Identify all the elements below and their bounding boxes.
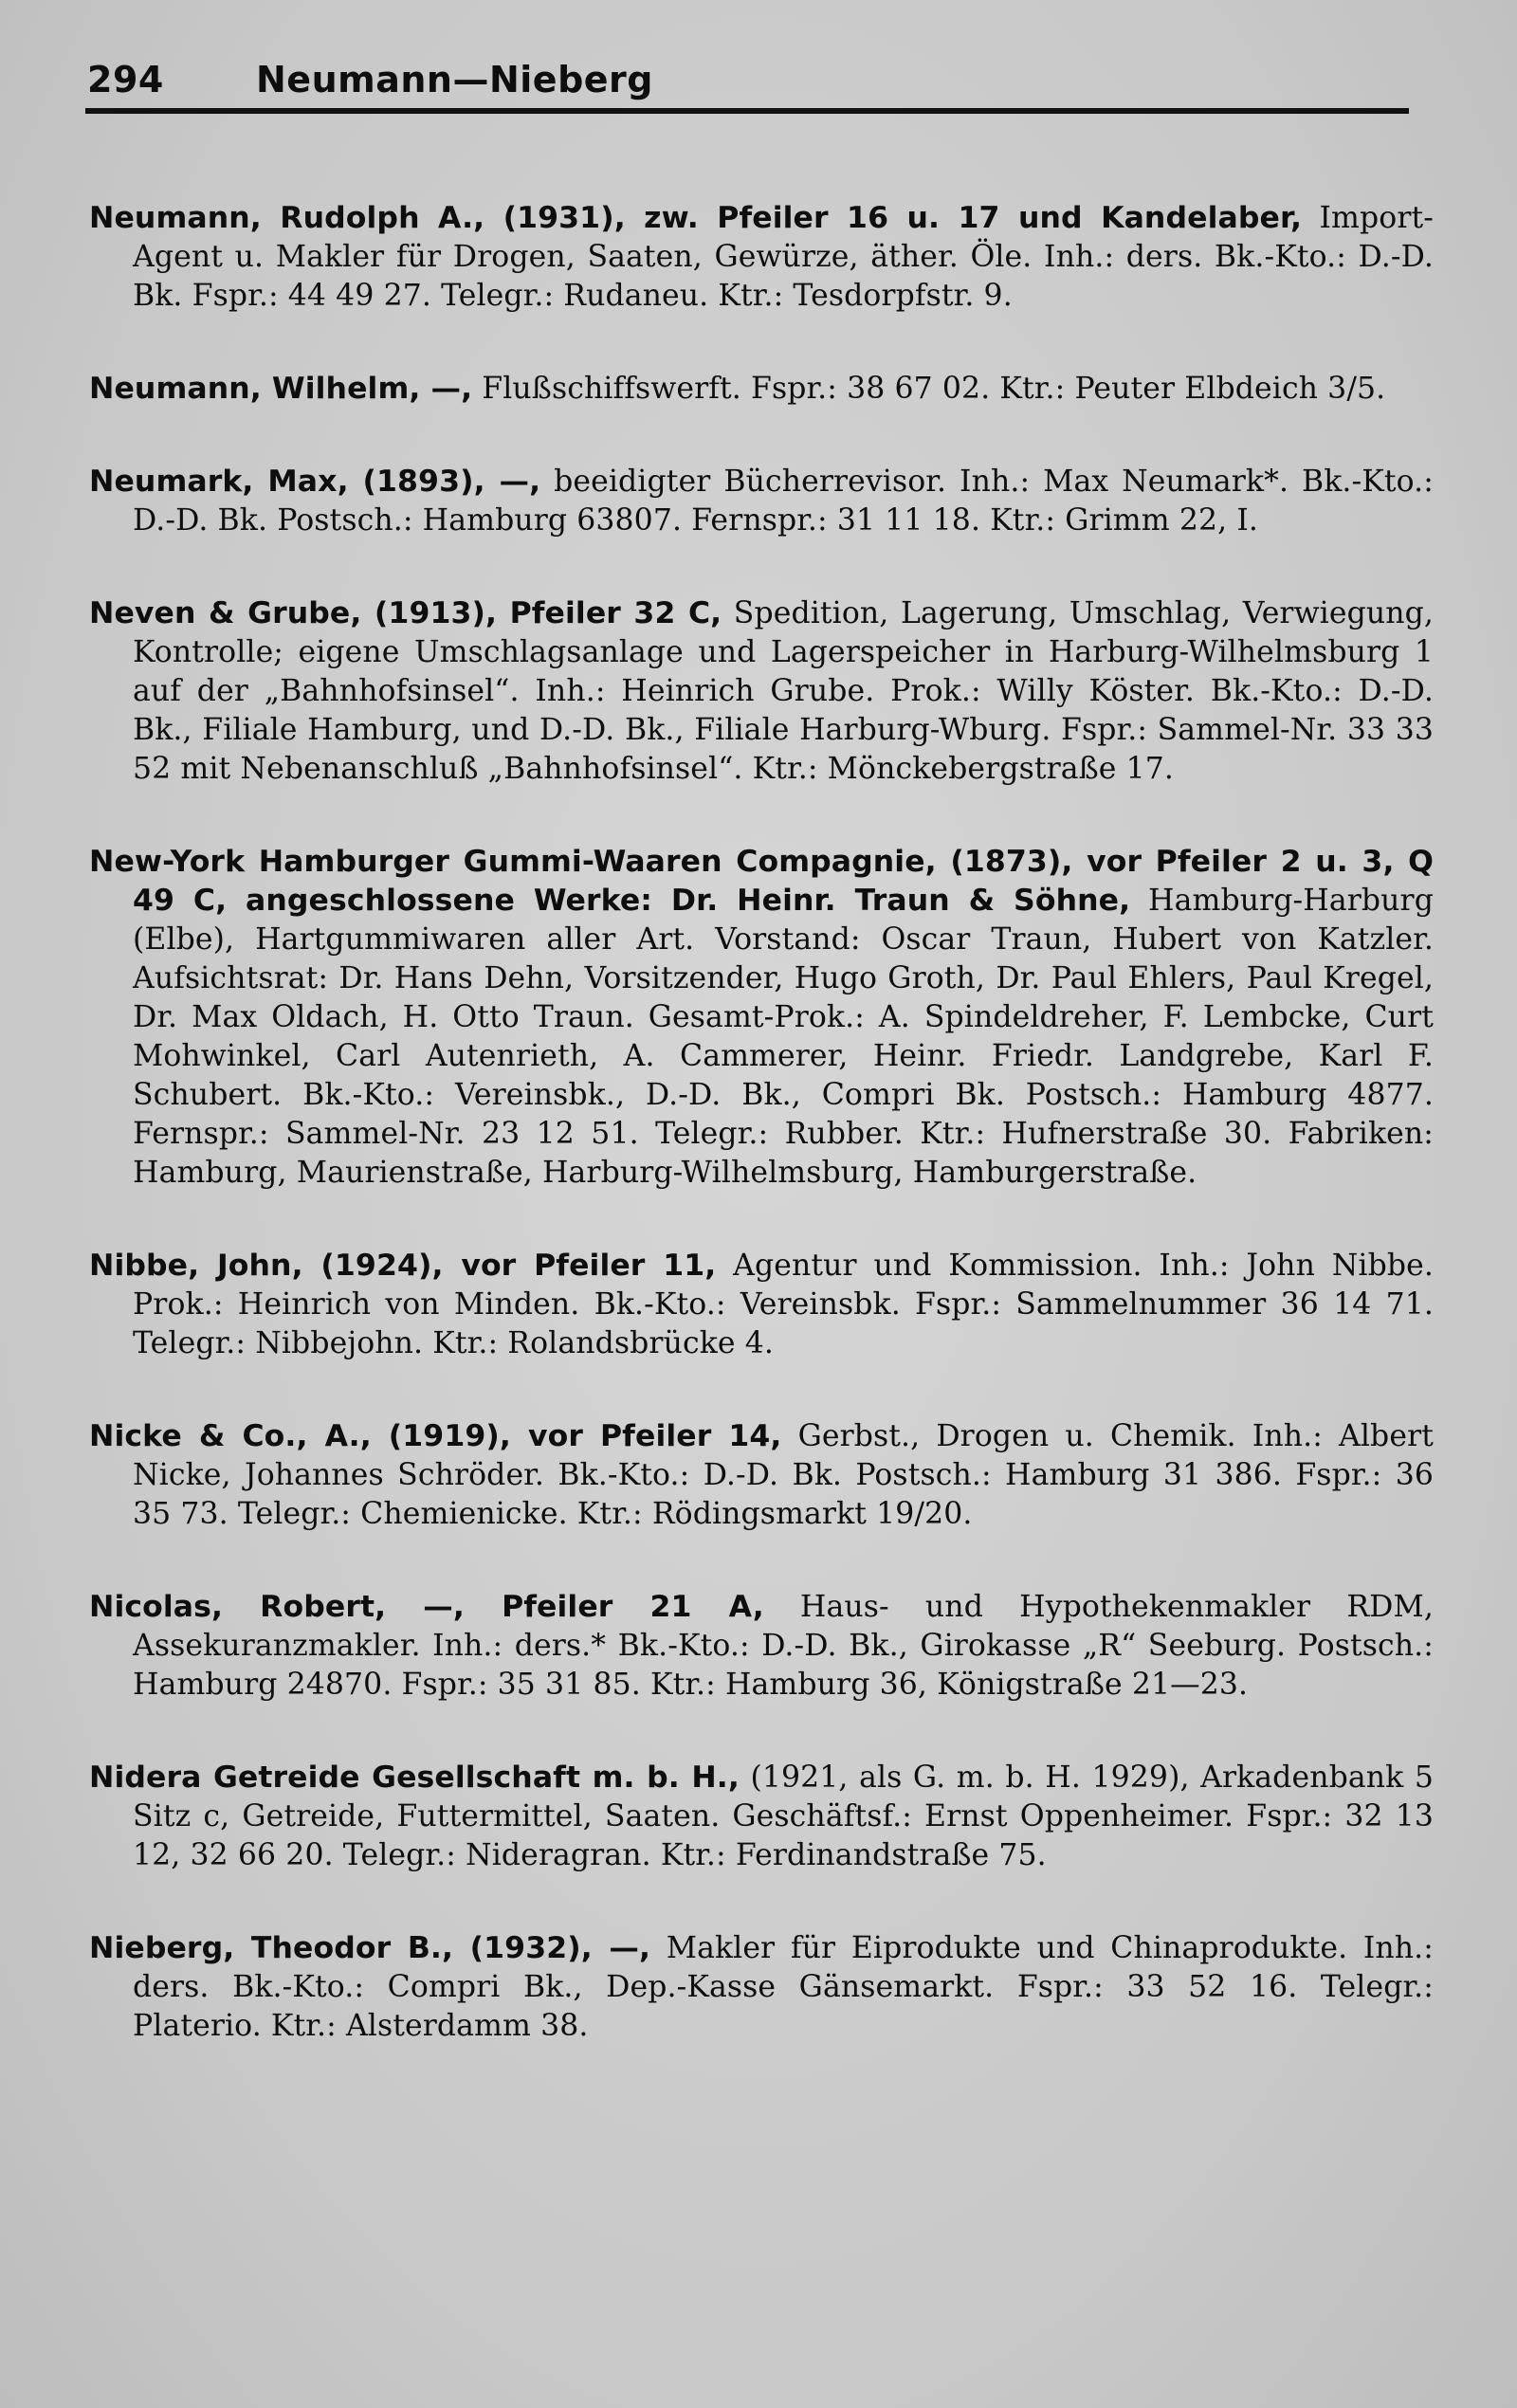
- entry-name: Nicke & Co., A., (1919), vor Pfeiler 14,: [89, 1418, 782, 1453]
- entry-name: Neumark, Max, (1893), —,: [89, 464, 541, 499]
- directory-entry: [89, 463, 1434, 540]
- directory-entry: [89, 594, 1434, 789]
- running-title: Neumann—Nieberg: [256, 59, 653, 100]
- entry-text: Spedition, Lagerung, Umschlag, Verwiegung, Kontrolle; eigene Umschlagsanlage und Lagerspeicher in Harburg-Wilhelmsburg 1 auf der „Bahnhofsinsel“. Inh.: Heinrich Grube. Prok.: Willy Köster. Bk.-Kto.: D.-D. Bk., Filiale Hamburg, und D.-D. Bk., Filiale Harburg-Wburg. Fspr.: Sammel-Nr. 33 33 52 mit Nebenanschluß „Bahnhofsinsel“. Ktr.: Mönckebergstraße 17.: [133, 595, 1434, 786]
- entry-name: Nicolas, Robert, —, Pfeiler 21 A,: [89, 1589, 764, 1624]
- entry-name: Neumann, Wilhelm, —,: [89, 371, 473, 406]
- entry-text: Import-Agent u. Makler für Drogen, Saaten, Gewürze, äther. Öle. Inh.: ders. Bk.-Kto.: D.-D. Bk. Fspr.: 44 49 27. Telegr.: Rudaneu. Ktr.: Tesdorpfstr. 9.: [133, 200, 1434, 313]
- entry-name: Nidera Getreide Gesellschaft m. b. H.,: [89, 1760, 740, 1795]
- entry-name: New-York Hamburger Gummi-Waaren Compagnie, (1873), vor Pfeiler 2 u. 3, Q 49 C, angeschlossene Werke: Dr. Heinr. Traun & Söhne,: [89, 844, 1434, 918]
- entry-text: Haus- und Hypothekenmakler RDM, Assekuranzmakler. Inh.: ders.* Bk.-Kto.: D.-D. Bk., Girokasse „R“ Seeburg. Postsch.: Hamburg 24870. Fspr.: 35 31 85. Ktr.: Hamburg 36, Königstraße 21—23.: [133, 1589, 1434, 1702]
- directory-entry: [89, 370, 1434, 409]
- directory-entry: [89, 1247, 1434, 1363]
- header-rule: [85, 108, 1409, 114]
- directory-entry: [89, 1417, 1434, 1534]
- entry-text: Makler für Eiprodukte und Chinaprodukte. Inh.: ders. Bk.-Kto.: Compri Bk., Dep.-Kasse Gänsemarkt. Fspr.: 33 52 16. Telegr.: Platerio. Ktr.: Alsterdamm 38.: [133, 1930, 1434, 2043]
- entry-text: beeidigter Bücherrevisor. Inh.: Max Neumark*. Bk.-Kto.: D.-D. Bk. Postsch.: Hamburg 63807. Fernspr.: 31 11 18. Ktr.: Grimm 22, I.: [133, 464, 1435, 538]
- directory-entry: [89, 1759, 1434, 1875]
- directory-entry: [89, 199, 1434, 316]
- entry-text: Agentur und Kommission. Inh.: John Nibbe. Prok.: Heinrich von Minden. Bk.-Kto.: Vereinsbk. Fspr.: Sammelnummer 36 14 71. Telegr.: Nibbejohn. Ktr.: Rolandsbrücke 4.: [133, 1248, 1434, 1360]
- entry-text: Gerbst., Drogen u. Chemik. Inh.: Albert Nicke, Johannes Schröder. Bk.-Kto.: D.-D. Bk. Postsch.: Hamburg 31 386. Fspr.: 36 35 73. Telegr.: Chemienicke. Ktr.: Rödingsmarkt 19/20.: [133, 1418, 1434, 1531]
- entry-name: Neumann, Rudolph A., (1931), zw. Pfeiler 16 u. 17 und Kandelaber,: [89, 200, 1303, 235]
- entry-name: Nibbe, John, (1924), vor Pfeiler 11,: [89, 1248, 717, 1283]
- entry-name: Neven & Grube, (1913), Pfeiler 32 C,: [89, 595, 722, 630]
- entry-name: Nieberg, Theodor B., (1932), —,: [89, 1930, 651, 1965]
- page-number: 294: [87, 59, 164, 100]
- entry-text: Flußschiffswerft. Fspr.: 38 67 02. Ktr.: Peuter Elbdeich 3/5.: [472, 371, 1386, 406]
- page-header: [87, 59, 1407, 100]
- directory-entry: [89, 1929, 1434, 2046]
- directory-entry: [89, 843, 1434, 1193]
- entry-text: (1921, als G. m. b. H. 1929), Arkadenbank 5 Sitz c, Getreide, Futtermittel, Saaten. Geschäftsf.: Ernst Oppenheimer. Fspr.: 32 13 12, 32 66 20. Telegr.: Nideragran. Ktr.: Ferdinandstraße 75.: [133, 1760, 1434, 1872]
- directory-entry: [89, 1588, 1434, 1705]
- entry-text: Hamburg-Harburg (Elbe), Hartgummiwaren aller Art. Vorstand: Oscar Traun, Hubert von Katzler. Aufsichtsrat: Dr. Hans Dehn, Vorsitzender, Hugo Groth, Dr. Paul Ehlers, Paul Kregel, Dr. Max Oldach, H. Otto Traun. Gesamt-Prok.: A. Spindeldreher, F. Lembcke, Curt Mohwinkel, Carl Autenrieth, A. Cammerer, Heinr. Friedr. Landgrebe, Karl F. Schubert. Bk.-Kto.: Vereinsbk., D.-D. Bk., Compri Bk. Postsch.: Hamburg 4877. Fernspr.: Sammel-Nr. 23 12 51. Telegr.: Rubber. Ktr.: Hufnerstraße 30. Fabriken: Hamburg, Maurienstraße, Harburg-Wilhelmsburg, Hamburgerstraße.: [133, 883, 1434, 1190]
- directory-entries: [89, 169, 1434, 2100]
